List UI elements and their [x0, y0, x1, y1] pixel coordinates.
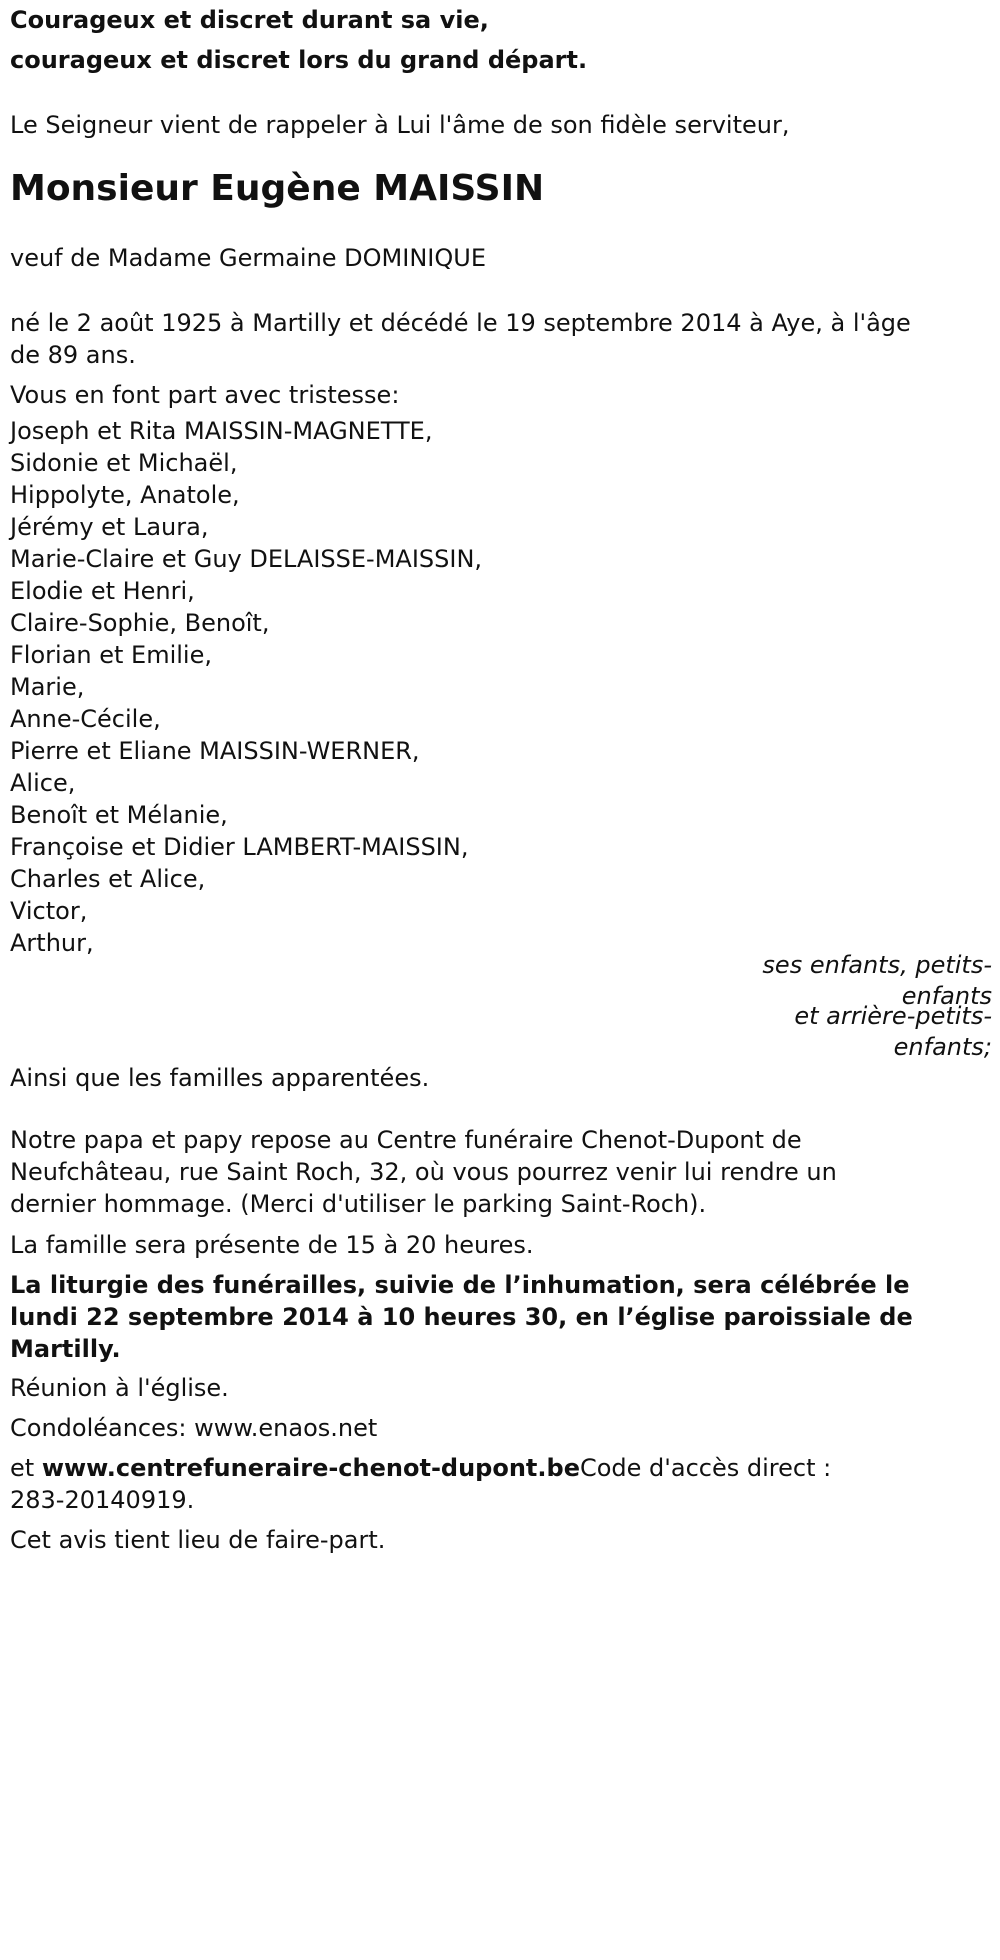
family-presence-text: La famille sera présente de 15 à 20 heures.	[10, 1231, 534, 1259]
birth-death-line-1: né le 2 août 1925 à Martilly et décédé le 19 septembre 2014 à Aye, à l'âge	[10, 309, 911, 337]
family-member: Benoît et Mélanie,	[10, 801, 228, 829]
family-member: Françoise et Didier LAMBERT-MAISSIN,	[10, 833, 469, 861]
family-member: Sidonie et Michaël,	[10, 449, 238, 477]
widower-text: veuf de Madame Germaine DOMINIQUE	[10, 244, 486, 272]
birth-death-line-2: de 89 ans.	[10, 341, 136, 369]
family-list	[10, 415, 990, 959]
website-prefix: et	[10, 1454, 42, 1482]
intro-line-2: courageux et discret lors du grand départ.	[10, 46, 588, 74]
rest-place-line-3: dernier hommage. (Merci d'utiliser le parking Saint-Roch).	[10, 1190, 707, 1218]
family-member: Florian et Emilie,	[10, 641, 212, 669]
relation-note-line-2: enfants	[901, 982, 992, 1010]
family-member: Anne-Cécile,	[10, 705, 161, 733]
liturgy-line-3: Martilly.	[10, 1335, 121, 1363]
relatives-text: Ainsi que les familles apparentées.	[10, 1064, 430, 1092]
family-member: Jérémy et Laura,	[10, 513, 209, 541]
closing-text: Cet avis tient lieu de faire-part.	[10, 1526, 386, 1554]
family-member: Pierre et Eliane MAISSIN-WERNER,	[10, 737, 420, 765]
liturgy-line-2: lundi 22 septembre 2014 à 10 heures 30, en l’église paroissiale de	[10, 1303, 913, 1331]
family-member: Marie,	[10, 673, 85, 701]
relation-note-line-3: et arrière-petits-	[794, 1002, 992, 1030]
family-member: Victor,	[10, 897, 88, 925]
family-member: Charles et Alice,	[10, 865, 206, 893]
family-member: Joseph et Rita MAISSIN-MAGNETTE,	[10, 417, 433, 445]
rest-place-line-2: Neufchâteau, rue Saint Roch, 32, où vous pourrez venir lui rendre un	[10, 1158, 837, 1186]
family-member: Marie-Claire et Guy DELAISSE-MAISSIN,	[10, 545, 483, 573]
family-member: Claire-Sophie, Benoît,	[10, 609, 270, 637]
intro-line-1: Courageux et discret durant sa vie,	[10, 6, 489, 34]
deceased-name: Monsieur Eugène MAISSIN	[10, 168, 545, 209]
website-link[interactable]: www.centrefuneraire-chenot-dupont.be	[41, 1454, 580, 1482]
rest-place-line-1: Notre papa et papy repose au Centre funéraire Chenot-Dupont de	[10, 1126, 802, 1154]
access-code-value: 283-20140919.	[10, 1486, 195, 1514]
liturgy-line-1: La liturgie des funérailles, suivie de l’inhumation, sera célébrée le	[10, 1271, 910, 1299]
access-code-label: Code d'accès direct :	[579, 1454, 832, 1482]
meeting-text: Réunion à l'église.	[10, 1374, 229, 1402]
family-member: Arthur,	[10, 929, 94, 957]
family-member: Hippolyte, Anatole,	[10, 481, 240, 509]
relation-note-line-1: ses enfants, petits-	[762, 951, 992, 979]
relation-note-line-4: enfants;	[893, 1033, 992, 1061]
announcement-text: Le Seigneur vient de rappeler à Lui l'âme de son fidèle serviteur,	[10, 111, 790, 139]
condolences-text: Condoléances: www.enaos.net	[10, 1414, 378, 1442]
sharing-intro: Vous en font part avec tristesse:	[10, 381, 400, 409]
family-member: Alice,	[10, 769, 76, 797]
family-member: Elodie et Henri,	[10, 577, 195, 605]
